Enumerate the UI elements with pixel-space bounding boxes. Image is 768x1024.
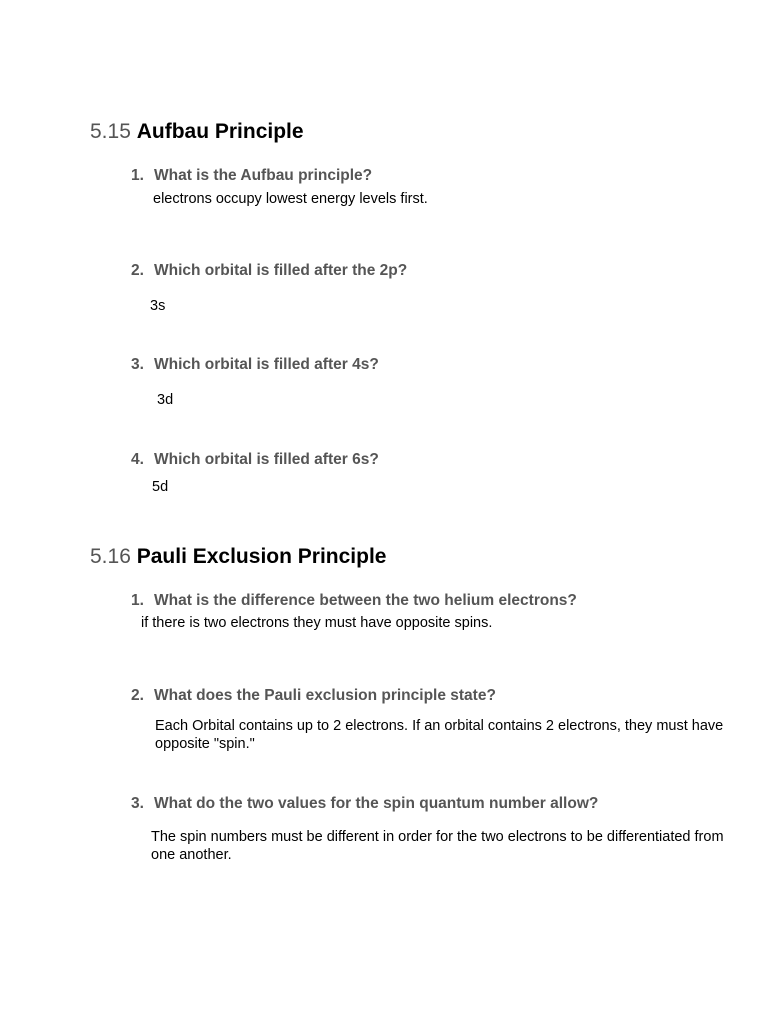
question-number: 1. xyxy=(131,167,144,184)
answer-text: Each Orbital contains up to 2 electrons. If an orbital contains 2 electrons, they must have opposite "spin." xyxy=(155,718,724,752)
answer-text: if there is two electrons they must have opposite spins. xyxy=(141,615,493,631)
section-number: 5.15 xyxy=(90,120,131,143)
question-text: What is the difference between the two helium electrons? xyxy=(154,592,577,609)
question xyxy=(131,451,379,469)
question-number: 2. xyxy=(131,687,144,704)
answer-text: 3s xyxy=(150,298,166,314)
question-text: Which orbital is filled after the 2p? xyxy=(154,262,408,279)
answer-text: electrons occupy lowest energy levels first. xyxy=(153,191,428,207)
section-heading-pauli xyxy=(90,545,386,569)
question-text: Which orbital is filled after 4s? xyxy=(154,356,379,373)
question-number: 2. xyxy=(131,262,144,279)
question xyxy=(131,592,577,610)
section-number: 5.16 xyxy=(90,545,131,568)
question-number: 3. xyxy=(131,795,144,812)
section-heading-aufbau xyxy=(90,120,304,144)
question-text: What is the Aufbau principle? xyxy=(154,167,373,184)
question-text: What does the Pauli exclusion principle state? xyxy=(154,687,496,704)
section-title: Pauli Exclusion Principle xyxy=(136,545,387,568)
question-text: Which orbital is filled after 6s? xyxy=(154,451,379,468)
question xyxy=(131,262,407,280)
question-text: What do the two values for the spin quantum number allow? xyxy=(154,795,599,812)
question-number: 4. xyxy=(131,451,144,468)
section-title: Aufbau Principle xyxy=(136,120,304,143)
question-number: 3. xyxy=(131,356,144,373)
question xyxy=(131,687,496,705)
question xyxy=(131,167,372,185)
question-number: 1. xyxy=(131,592,144,609)
question xyxy=(131,795,598,813)
answer-text: 3d xyxy=(157,392,174,408)
question xyxy=(131,356,379,374)
answer-text: The spin numbers must be different in order for the two electrons to be differentiated from one another. xyxy=(151,829,724,863)
answer-text: 5d xyxy=(152,479,169,495)
